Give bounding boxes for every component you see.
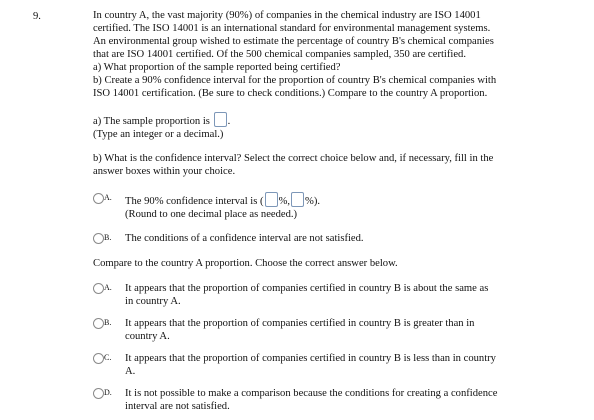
ci-option-b-letter: B. (104, 233, 112, 242)
ci-option-a[interactable]: A. The 90% confidence interval is ( %, %). (Round to one decimal place as needed.) (93, 192, 555, 221)
question-number: 9. (33, 11, 41, 22)
ci-option-a-letter: A. (104, 193, 112, 202)
compare-section (93, 257, 555, 413)
compare-option-text: It appears that the proportion of companies certified in country B is less than in country (125, 353, 496, 364)
part-b-prompt-line1: b) What is the confidence interval? Select the correct choice below and, if necessary, fill in the (93, 153, 494, 164)
ci-upper-input[interactable] (291, 192, 304, 207)
ci-option-a-hint: (Round to one decimal place as needed.) (125, 209, 298, 220)
question-stem (93, 9, 555, 100)
stem-line: that are ISO 14001 certified. Of the 500 chemical companies sampled, 350 are certified. (93, 49, 466, 60)
stem-line: ISO 14001 certification. (Be sure to check conditions.) Compare to the country A proportion. (93, 88, 488, 99)
ci-option-b[interactable] (93, 232, 555, 245)
part-a-prompt-line: a) The sample proportion is . (93, 112, 555, 128)
stem-line: a) What proportion of the sample reported being certified? (93, 62, 341, 73)
compare-option-text: It appears that the proportion of companies certified in country B is about the same as (125, 283, 489, 294)
ci-option-b-radio[interactable] (93, 233, 104, 244)
part-b-prompt-line2: answer boxes within your choice. (93, 166, 236, 177)
compare-option-letter: A. (104, 283, 112, 292)
compare-option-d[interactable] (93, 387, 555, 413)
compare-option-text: interval are not satisfied. (125, 401, 230, 412)
compare-option-b[interactable] (93, 317, 555, 343)
compare-option-text: It is not possible to make a comparison because the conditions for creating a confidence (125, 388, 498, 399)
ci-option-a-text: The 90% confidence interval is (125, 196, 258, 207)
compare-option-text: It appears that the proportion of companies certified in country B is greater than in (125, 318, 475, 329)
compare-option-text: A. (125, 366, 136, 377)
part-a-hint: (Type an integer or a decimal.) (93, 129, 224, 140)
compare-prompt: Compare to the country A proportion. Choose the correct answer below. (93, 258, 398, 269)
compare-option-text: in country A. (125, 296, 181, 307)
compare-option-b-radio[interactable] (93, 318, 104, 329)
compare-option-letter: D. (104, 388, 112, 397)
ci-option-a-radio[interactable] (93, 193, 104, 204)
sample-proportion-input[interactable] (214, 112, 227, 127)
compare-option-letter: C. (104, 353, 112, 362)
part-a (93, 112, 555, 141)
stem-line: In country A, the vast majority (90%) of companies in the chemical industry are ISO 14001 (93, 10, 481, 21)
compare-option-d-radio[interactable] (93, 388, 104, 399)
ci-option-b-text: The conditions of a confidence interval are not satisfied. (125, 233, 364, 244)
stem-line: certified. The ISO 14001 is an international standard for environmental management systems. (93, 23, 491, 34)
stem-line: b) Create a 90% confidence interval for the proportion of country B's chemical companies with (93, 75, 497, 86)
question-content (93, 9, 555, 413)
compare-option-a-radio[interactable] (93, 283, 104, 294)
compare-option-text: country A. (125, 331, 170, 342)
part-a-prompt: a) The sample proportion is (93, 116, 210, 127)
compare-option-a[interactable] (93, 282, 555, 308)
compare-option-letter: B. (104, 318, 112, 327)
compare-option-c-radio[interactable] (93, 353, 104, 364)
compare-option-c[interactable] (93, 352, 555, 378)
part-b (93, 152, 555, 245)
stem-line: An environmental group wished to estimate the percentage of country B's chemical companies (93, 36, 494, 47)
ci-lower-input[interactable] (265, 192, 278, 207)
